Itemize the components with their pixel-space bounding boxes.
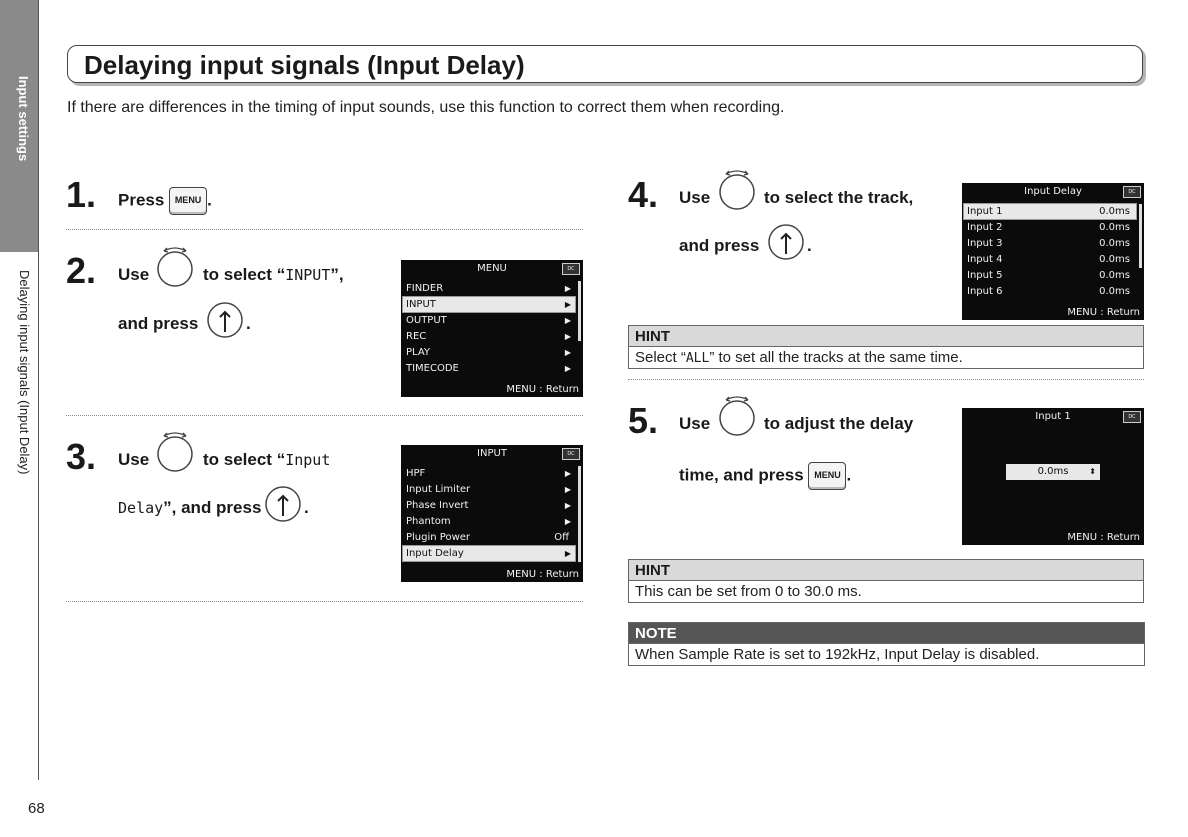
arrow-right-icon: ▶ xyxy=(564,501,571,510)
step-3-line1-use: Use xyxy=(118,450,150,469)
intro-text: If there are differences in the timing of input sounds, use this function to correct them when recording. xyxy=(67,99,785,116)
plugin-power-value: Off xyxy=(554,532,569,543)
step-3-period: . xyxy=(304,498,309,517)
hint-mono-value: ALL xyxy=(685,351,710,366)
menu-item-label: Phantom xyxy=(406,516,451,527)
menu-item-label: Input Limiter xyxy=(406,484,471,495)
step-4-period: . xyxy=(807,236,812,255)
arrow-right-icon: ▶ xyxy=(564,485,571,494)
menu-item-label: REC xyxy=(406,331,427,342)
divider xyxy=(628,379,1144,380)
step-2-period: . xyxy=(246,314,251,333)
track-delay-value: 0.0ms xyxy=(1099,222,1130,233)
battery-icon: DC xyxy=(1123,186,1141,198)
track-name: Input 1 xyxy=(967,206,1003,217)
dial-press-icon xyxy=(767,220,805,262)
input-1-screen xyxy=(962,408,1144,545)
arrow-right-icon: ▶ xyxy=(564,469,571,478)
step-4-number: 4. xyxy=(628,174,659,215)
menu-screen-title: MENU xyxy=(477,263,507,274)
menu-item-label: OUTPUT xyxy=(406,315,447,326)
page-title: Delaying input signals (Input Delay) xyxy=(84,50,525,80)
input-1-screen-footer: MENU : Return xyxy=(1067,532,1140,543)
track-row xyxy=(964,236,1136,251)
divider xyxy=(66,601,583,602)
menu-item-label: Plugin Power xyxy=(406,532,471,543)
menu-item xyxy=(403,466,575,481)
track-row xyxy=(964,220,1136,235)
divider xyxy=(66,415,583,416)
arrow-right-icon: ▶ xyxy=(564,332,571,341)
step-1-period: . xyxy=(207,190,212,210)
menu-item xyxy=(403,345,575,360)
arrow-right-icon: ▶ xyxy=(564,364,571,373)
step-3-mono-value-2: Delay xyxy=(118,499,164,517)
menu-item-selected xyxy=(403,546,575,561)
step-2-select-label: to select “ xyxy=(203,265,286,284)
menu-item xyxy=(403,281,575,296)
sidebar-section-label: Delaying input signals (Input Delay) xyxy=(17,270,32,475)
sidebar-tab-label: Input settings xyxy=(16,76,31,162)
menu-item-label: Phase Invert xyxy=(406,500,469,511)
delay-value-field xyxy=(1006,464,1100,480)
scrollbar xyxy=(578,281,581,341)
divider xyxy=(66,229,583,230)
arrow-right-icon: ▶ xyxy=(564,300,571,309)
track-row xyxy=(964,268,1136,283)
menu-item xyxy=(403,329,575,344)
step-5-line1-adjust: to adjust the delay xyxy=(764,414,914,433)
hint-label: HINT xyxy=(629,560,1143,581)
menu-item xyxy=(403,361,575,376)
step-5-line2 xyxy=(679,462,851,490)
step-5-line1-use: Use xyxy=(679,414,711,433)
step-4-line2: and press xyxy=(679,236,760,255)
arrow-right-icon: ▶ xyxy=(564,316,571,325)
arrow-right-icon: ▶ xyxy=(564,348,571,357)
menu-screen xyxy=(401,260,583,397)
track-row xyxy=(964,284,1136,299)
step-2-mono-value: INPUT xyxy=(285,266,331,284)
track-delay-value: 0.0ms xyxy=(1099,254,1130,265)
hint-text xyxy=(629,347,1143,369)
menu-key-icon: MENU xyxy=(169,187,207,215)
title-box xyxy=(67,45,1143,83)
track-name: Input 4 xyxy=(967,254,1003,265)
step-1-press-label: Press xyxy=(118,190,165,210)
step-1-number: 1. xyxy=(66,174,97,215)
step-5-period: . xyxy=(846,465,852,485)
menu-screen-footer: MENU : Return xyxy=(506,384,579,395)
hint-box xyxy=(628,325,1144,369)
hint-label: HINT xyxy=(629,326,1143,347)
step-5-number: 5. xyxy=(628,400,659,441)
step-2-close-quote: ”, xyxy=(330,265,344,284)
arrow-right-icon: ▶ xyxy=(564,517,571,526)
menu-item-label: TIMECODE xyxy=(406,363,459,374)
battery-icon: DC xyxy=(562,263,580,275)
scrollbar xyxy=(1139,204,1142,268)
hint-box xyxy=(628,559,1144,603)
menu-item-label: HPF xyxy=(406,468,426,479)
step-3-mono-value: Input xyxy=(285,451,331,469)
track-name: Input 3 xyxy=(967,238,1003,249)
dial-rotate-icon xyxy=(718,168,756,210)
track-name: Input 6 xyxy=(967,286,1003,297)
track-delay-value: 0.0ms xyxy=(1099,206,1130,217)
input-screen-footer: MENU : Return xyxy=(506,569,579,580)
dial-press-icon xyxy=(264,482,302,524)
input-delay-screen xyxy=(962,183,1144,320)
menu-item xyxy=(403,482,575,497)
track-row-selected xyxy=(964,204,1136,219)
note-box xyxy=(628,622,1145,666)
battery-icon: DC xyxy=(562,448,580,460)
step-2-line1-use: Use xyxy=(118,265,150,284)
track-delay-value: 0.0ms xyxy=(1099,270,1130,281)
step-3-line1-select xyxy=(203,450,330,470)
step-3-and-press: ”, and press xyxy=(163,498,262,517)
track-name: Input 2 xyxy=(967,222,1003,233)
arrow-right-icon: ▶ xyxy=(564,284,571,293)
delay-value: 0.0ms xyxy=(1037,466,1069,477)
menu-item xyxy=(403,498,575,513)
step-2-number: 2. xyxy=(66,250,97,291)
hint-text: This can be set from 0 to 30.0 ms. xyxy=(635,583,862,600)
sidebar xyxy=(0,0,39,780)
dial-rotate-icon xyxy=(156,245,194,287)
step-2-line1-select xyxy=(203,265,344,285)
note-text: When Sample Rate is set to 192kHz, Input Delay is disabled. xyxy=(635,646,1040,663)
arrow-right-icon: ▶ xyxy=(564,549,571,558)
up-down-arrows-icon: ⬍ xyxy=(1089,467,1096,476)
input-delay-screen-footer: MENU : Return xyxy=(1067,307,1140,318)
hint-text-part: ” to set all the tracks at the same time. xyxy=(709,349,963,366)
menu-item-label: PLAY xyxy=(406,347,431,358)
track-delay-value: 0.0ms xyxy=(1099,286,1130,297)
track-row xyxy=(964,252,1136,267)
input-screen-title: INPUT xyxy=(477,448,507,459)
page-number: 68 xyxy=(28,800,45,817)
track-name: Input 5 xyxy=(967,270,1003,281)
menu-item xyxy=(403,530,575,545)
input-1-screen-title: Input 1 xyxy=(1035,411,1071,422)
menu-item-selected xyxy=(403,297,575,312)
hint-text-part: Select “ xyxy=(635,349,686,366)
step-5-and-press: time, and press xyxy=(679,465,804,485)
menu-item-label: FINDER xyxy=(406,283,444,294)
menu-item xyxy=(403,514,575,529)
dial-press-icon xyxy=(206,298,244,340)
step-2-line2: and press xyxy=(118,314,199,333)
dial-rotate-icon xyxy=(718,394,756,436)
dial-rotate-icon xyxy=(156,430,194,472)
menu-item-label: INPUT xyxy=(406,299,436,310)
battery-icon: DC xyxy=(1123,411,1141,423)
step-1-text xyxy=(118,187,212,215)
step-3-number: 3. xyxy=(66,436,97,477)
input-screen xyxy=(401,445,583,582)
input-delay-screen-title: Input Delay xyxy=(1024,186,1082,197)
scrollbar xyxy=(578,466,581,562)
step-3-line2 xyxy=(118,498,261,518)
track-delay-value: 0.0ms xyxy=(1099,238,1130,249)
step-3-select-label: to select “ xyxy=(203,450,286,469)
step-4-line1-select: to select the track, xyxy=(764,188,914,207)
menu-item xyxy=(403,313,575,328)
step-4-line1-use: Use xyxy=(679,188,711,207)
menu-key-icon: MENU xyxy=(808,462,846,490)
note-label: NOTE xyxy=(629,623,1144,644)
menu-item-label: Input Delay xyxy=(406,548,464,559)
